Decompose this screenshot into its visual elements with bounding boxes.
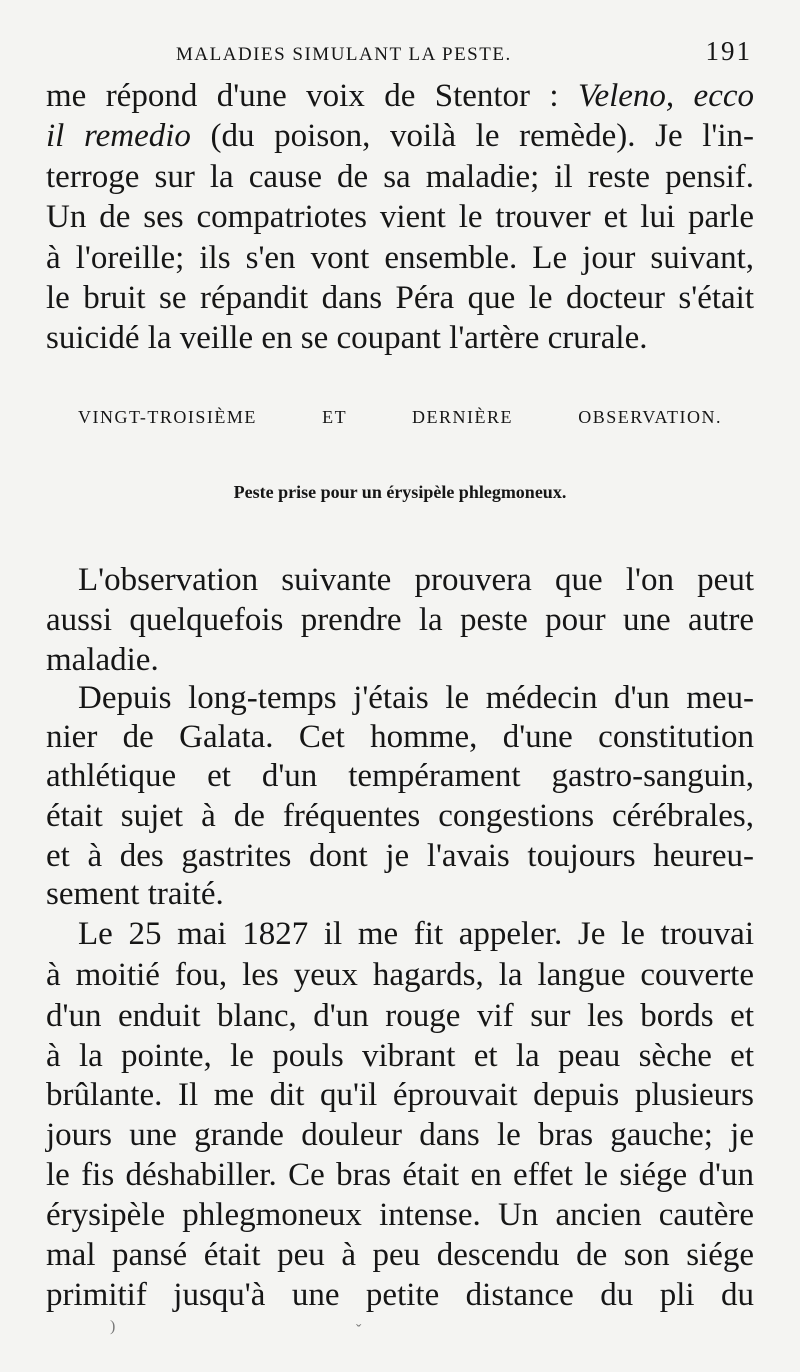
text-line: aussi quelquefois prendre la peste pour une autre xyxy=(46,602,754,638)
text-run: (du poison, voilà le remède). Je l'in- xyxy=(190,118,754,154)
section-heading: VINGT-TROISIÈME ET DERNIÈRE OBSERVATION. xyxy=(78,407,722,427)
text-line xyxy=(46,76,754,116)
italic-quote: Veleno, ecco xyxy=(577,78,754,114)
text-line: le bruit se répandit dans Péra que le docteur s'était xyxy=(46,280,754,316)
page-number: 191 xyxy=(705,36,752,66)
text-line: brûlante. Il me dit qu'il éprouvait depuis plusieurs xyxy=(46,1077,754,1113)
text-line: était sujet à de fréquentes congestions cérébrales, xyxy=(46,798,754,834)
text-line: le fis déshabiller. Ce bras était en effet le siége d'un xyxy=(46,1157,754,1193)
text-line: jours une grande douleur dans le bras gauche; je xyxy=(46,1117,754,1153)
text-line: sement traité. xyxy=(46,876,224,912)
text-line: à la pointe, le pouls vibrant et la peau sèche et xyxy=(46,1038,754,1074)
text-line: nier de Galata. Cet homme, d'une constitution xyxy=(46,719,754,755)
text-line: d'un enduit blanc, d'un rouge vif sur les bords et xyxy=(46,998,754,1034)
text-line: à moitié fou, les yeux hagards, la langue couverte xyxy=(46,957,754,993)
text-line: Un de ses compatriotes vient le trouver et lui parle xyxy=(46,199,754,235)
text-line: érysipèle phlegmoneux intense. Un ancien cautère xyxy=(46,1197,754,1233)
stray-mark: ˇ xyxy=(356,1322,362,1339)
text-line: athlétique et d'un tempérament gastro-sanguin, xyxy=(46,758,754,794)
text-line xyxy=(46,116,754,156)
text-run: me répond d'une voix de Stentor : xyxy=(46,78,578,114)
text-line: maladie. xyxy=(46,642,159,678)
running-head: MALADIES SIMULANT LA PESTE. xyxy=(176,44,512,65)
section-subtitle: Peste prise pour un érysipèle phlegmoneux. xyxy=(233,482,567,502)
text-line: primitif jusqu'à une petite distance du pli du xyxy=(46,1277,754,1313)
text-line: suicidé la veille en se coupant l'artère crurale. xyxy=(46,320,648,356)
text-line: à l'oreille; ils s'en vont ensemble. Le jour suivant, xyxy=(46,240,754,276)
text-line: Depuis long-temps j'étais le médecin d'un meu- xyxy=(78,680,754,716)
stray-mark: ) xyxy=(110,1318,116,1335)
text-line: terroge sur la cause de sa maladie; il reste pensif. xyxy=(46,159,754,195)
text-line: Le 25 mai 1827 il me fit appeler. Je le trouvai xyxy=(78,916,754,952)
italic-quote: il remedio xyxy=(46,118,191,154)
text-line: mal pansé était peu à peu descendu de son siége xyxy=(46,1237,754,1273)
page-header xyxy=(46,36,752,70)
text-line: et à des gastrites dont je l'avais toujours heureu- xyxy=(46,838,754,874)
text-line: L'observation suivante prouvera que l'on peut xyxy=(78,562,754,598)
